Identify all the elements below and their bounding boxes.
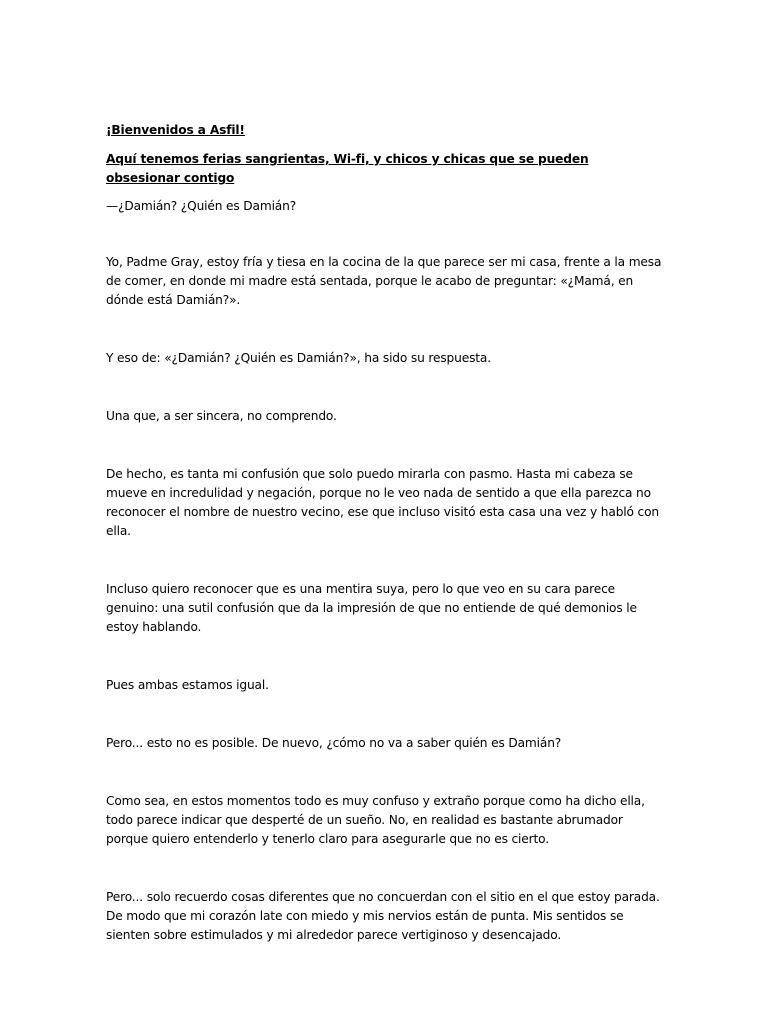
paragraph-4: Una que, a ser sincera, no comprendo.: [106, 409, 337, 423]
paragraph-7: Pues ambas estamos igual.: [106, 678, 269, 692]
paragraph-8: Pero... esto no es posible. De nuevo, ¿cómo no va a saber quién es Damián?: [106, 736, 562, 750]
paragraph-9: Como sea, en estos momentos todo es muy confuso y extraño porque como ha dicho ella, todo parece indicar que desperté de un sueño. No, en realidad es bastante abrumador porque quiero entenderlo y tenerlo claro para asegurarle que no es cierto.: [106, 794, 645, 846]
paragraph-5: De hecho, es tanta mi confusión que solo puedo mirarla con pasmo. Hasta mi cabeza se mueve en incredulidad y negación, porque no le veo nada de sentido a que ella parezca no reconocer el nombre de nuestro vecino, ese que incluso visitó esta casa una vez y habló con ella.: [106, 467, 659, 538]
paragraph-2: Yo, Padme Gray, estoy fría y tiesa en la cocina de la que parece ser mi casa, frente a la mesa de comer, en donde mi madre está sentada, porque le acabo de preguntar: «¿Mamá, en dónde está Damián?».: [106, 255, 662, 307]
document-title: ¡Bienvenidos a Asfil!: [106, 123, 245, 137]
document-page: [106, 121, 662, 984]
document-subtitle: Aquí tenemos ferias sangrientas, Wi-fi, y chicos y chicas que se pueden obsesionar contigo: [106, 152, 589, 185]
paragraph-1: —¿Damián? ¿Quién es Damián?: [106, 199, 297, 213]
paragraph-6: Incluso quiero reconocer que es una mentira suya, pero lo que veo en su cara parece genuino: una sutil confusión que da la impresión de que no entiende de qué demonios le estoy hablando.: [106, 582, 637, 634]
paragraph-3: Y eso de: «¿Damián? ¿Quién es Damián?», ha sido su respuesta.: [106, 351, 491, 365]
paragraph-10: Pero... solo recuerdo cosas diferentes que no concuerdan con el sitio en el que estoy parada. De modo que mi corazón late con miedo y mis nervios están de punta. Mis sentidos se sienten sobre estimulados y mi alrededor parece vertiginoso y desencajado.: [106, 890, 660, 942]
